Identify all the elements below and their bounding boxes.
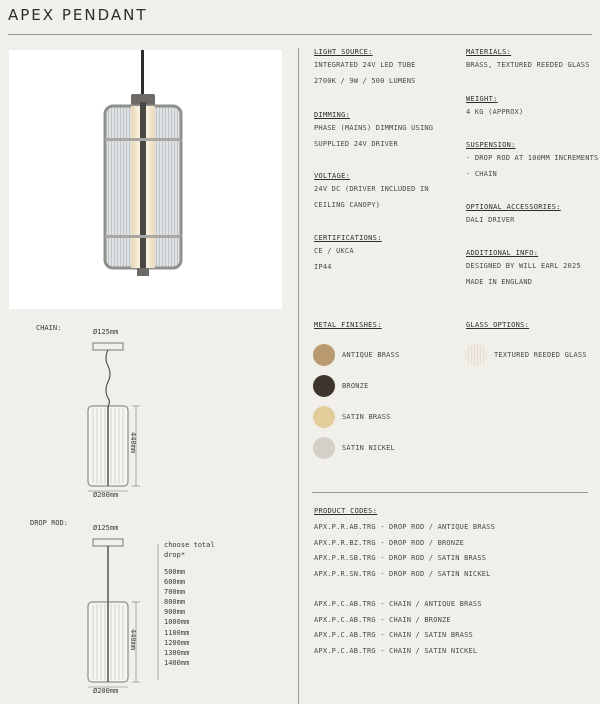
spec-line: 2700K / 9W / 500 LUMENS (314, 76, 416, 85)
top-divider (8, 34, 592, 35)
specs-suspension (466, 141, 598, 182)
rod-width-dimension: Ø200mm (93, 687, 119, 695)
product-code: APX.P.C.AB.TRG - CHAIN / SATIN NICKEL (314, 646, 478, 655)
chain-diagram-label: CHAIN: (36, 324, 62, 332)
finish-label: BRONZE (342, 382, 369, 390)
spec-heading: DIMMING: (314, 111, 351, 119)
finish-label: ANTIQUE BRASS (342, 351, 400, 359)
rod-canopy-dimension: Ø125mm (93, 524, 119, 532)
spec-line: 24V DC (DRIVER INCLUDED IN (314, 185, 429, 193)
spec-heading: LIGHT SOURCE: (314, 48, 373, 56)
codes-divider (312, 492, 588, 493)
rod-codes-list (314, 520, 495, 582)
drop-length-option: 800mm (164, 598, 186, 607)
pendant-illustration (9, 50, 282, 309)
spec-line: DALI DRIVER (466, 216, 515, 224)
drop-length-option: 1000mm (164, 618, 190, 627)
drop-length-option: 600mm (164, 578, 186, 587)
page-title: APEX PENDANT (8, 6, 148, 24)
drop-length-option: 1400mm (164, 658, 190, 667)
chain-canopy-dimension: Ø125mm (93, 328, 119, 336)
spec-line: IP44 (314, 262, 332, 271)
finish-swatch-antique-brass[interactable] (313, 344, 335, 366)
specs-dimming (314, 111, 433, 152)
rod-diagram-label: DROP ROD: (30, 519, 68, 527)
specs-materials (466, 48, 590, 74)
chain-diagram (80, 340, 150, 495)
spec-line: 4 KG (APPROX) (466, 108, 524, 116)
finish-swatch-bronze[interactable] (313, 375, 335, 397)
spec-line: BRASS, TEXTURED REEDED GLASS (466, 61, 590, 69)
specs-weight (466, 95, 523, 121)
spec-heading: OPTIONAL ACCESSORIES: (466, 203, 561, 211)
finish-swatch-satin-nickel[interactable] (313, 437, 335, 459)
spec-line: MADE IN ENGLAND (466, 277, 533, 286)
spec-line: SUPPLIED 24V DRIVER (314, 139, 398, 148)
specs-light-source (314, 48, 416, 89)
product-code: APX.P.R.AB.TRG - DROP ROD / ANTIQUE BRASS (314, 523, 495, 531)
chain-width-dimension: Ø200mm (93, 491, 119, 499)
drop-length-option: 500mm (164, 568, 186, 576)
choose-drop-line2: drop* (164, 551, 186, 559)
product-code: APX.P.C.AB.TRG - CHAIN / ANTIQUE BRASS (314, 600, 482, 608)
drop-length-option: 900mm (164, 608, 186, 617)
chain-height-dimension: 440mm (129, 432, 137, 454)
spec-line: PHASE (MAINS) DIMMING USING (314, 124, 434, 132)
drop-length-option: 1200mm (164, 638, 190, 647)
product-code: APX.P.R.SN.TRG - DROP ROD / SATIN NICKEL (314, 569, 491, 578)
finish-label: SATIN NICKEL (342, 444, 395, 452)
product-code: APX.P.R.SB.TRG - DROP ROD / SATIN BRASS (314, 554, 487, 562)
spec-heading: WEIGHT: (466, 95, 498, 103)
spec-heading: VOLTAGE: (314, 172, 351, 180)
product-code: APX.P.R.BZ.TRG - DROP ROD / BRONZE (314, 538, 465, 547)
rod-height-dimension: 440mm (129, 629, 137, 651)
spec-line: INTEGRATED 24V LED TUBE (314, 61, 416, 69)
specs-voltage (314, 172, 429, 213)
product-code: APX.P.C.AB.TRG - CHAIN / BRONZE (314, 615, 451, 624)
column-divider (298, 48, 299, 704)
specs-accessories (466, 203, 561, 229)
finish-label: SATIN BRASS (342, 413, 391, 421)
glass-swatch-textured-reeded[interactable] (465, 344, 487, 366)
glass-heading: GLASS OPTIONS: (466, 321, 530, 329)
spec-heading: ADDITIONAL INFO: (466, 249, 539, 257)
drop-length-option: 1300mm (164, 648, 190, 657)
specs-certifications (314, 234, 382, 275)
product-photo (9, 50, 282, 309)
spec-line: - DROP ROD AT 100MM INCREMENTS (466, 154, 599, 162)
drop-rod-diagram (80, 536, 170, 691)
spec-line: CEILING CANOPY) (314, 200, 381, 209)
choose-drop-line1: choose total (164, 541, 215, 549)
spec-line: CE / UKCA (314, 247, 354, 255)
codes-heading: PRODUCT CODES: (314, 507, 378, 515)
spec-line: - CHAIN (466, 169, 497, 178)
product-code: APX.P.C.AB.TRG - CHAIN / SATIN BRASS (314, 631, 473, 639)
finish-swatch-satin-brass[interactable] (313, 406, 335, 428)
chain-codes-list (314, 597, 482, 659)
drop-length-option: 1100mm (164, 628, 190, 637)
glass-label: TEXTURED REEDED GLASS (494, 351, 587, 359)
specs-additional-info (466, 249, 581, 290)
spec-heading: SUSPENSION: (466, 141, 516, 149)
spec-heading: CERTIFICATIONS: (314, 234, 382, 242)
spec-heading: MATERIALS: (466, 48, 512, 56)
finishes-heading: METAL FINISHES: (314, 321, 382, 329)
drop-length-option: 700mm (164, 588, 186, 597)
spec-line: DESIGNED BY WILL EARL 2025 (466, 262, 581, 270)
